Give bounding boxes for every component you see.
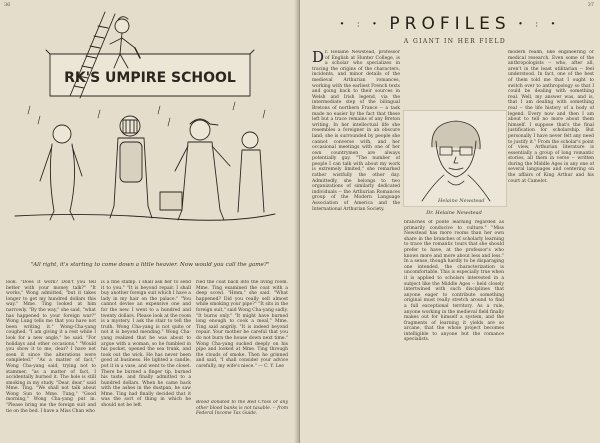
left-footnote <box>196 400 288 440</box>
portrait-caption: Dr. Helaine Newstead <box>426 210 482 216</box>
left-column-2 <box>101 280 191 440</box>
right-column-1 <box>312 50 400 440</box>
cartoon-caption: "All right, it's starting to come down a little heavier. Now would you call the game?" <box>30 262 270 268</box>
left-column-3 <box>196 280 288 392</box>
cartoon-illustration <box>10 6 280 256</box>
right-column-3-text: modern realm, like engineering or medical research. Even some of the anthropologists -- who, after all, aren't in the least utilitarian -- feel understood. In fact, one of the best of them told me that I ought to switch over to anthropology so that I could be dealing with something real. Well, my answer was, and is, that I am dealing with something real -- the life history of a body of legend. Every now and then I am about to tell no more about them himself. I suppose that's the final justification for scholarship. But personally I have never felt any need to justify it." From the scholar's point of view, Arthurian literature is essentially a group of long romantic stories, all them in verse -- written during the Middle Ages in any one of several languages and centering on the affairs of King Arthur and his court at Camelot. <box>508 50 594 184</box>
drop-cap: D <box>312 50 325 66</box>
cartoon-sign-text: RK'S UMPIRE SCHOOL <box>64 70 236 86</box>
page-number-left: 36 <box>4 2 11 8</box>
left-column-3-text: ried the coat back into the living room. Mme. Ting examined the coat with a deep scowl. "Hmm," she said. "What happened? Did you really sell almost while smoking your pipe?" "It sits in the foreign suit," said Wong Cha-yang sadly. "It burns only." "It might have burned long enough to cook a meal," Mme. Ting said angrily. "It is indeed beyond repair. Your mother be careful that you do not burn the house down next time." Wong Cha-yang sucked deeply on his pipe and looked at Mme. Ting through the clouds of smoke. Then he grinned and said, "I shall consider your advice carefully, my wife's niece." — C. Y. Lee <box>196 280 288 369</box>
left-column-1 <box>6 280 96 440</box>
right-column-1-text: r. Helaine Newstead, professor of English at Hunter College, is a scholar who specializes in tracing the origins of the characters, incidents, and minor details of the medieval Arthurian romances, working with the earliest French texts and going back to their sources in Welsh and Irish legend, via the intermediate step of the bilingual Bretons of northern France -- a task made no easier by the fact that these left but a trace remains of any Breton writing. In her intellectual life she resembles a foreigner in an obscure land; she is surrounded by people she cannot converse with, and her occasional meetings with one of her own countrymen are always potentially gay. "The number of people I can talk with about my work is extremely limited," she remarked rather wistfully the other day. Admittedly, she belongs to two organizations of similarly dedicated individuals -- the Arthurian Romances group of the Modern Language Association of America and the International Arthurian Society. <box>312 50 400 212</box>
portrait-signature: Helaine Newstead <box>438 198 485 204</box>
section-title-text: PROFILES <box>389 14 511 34</box>
left-footnote-text: Blood donated to the Red Cross or any other blood banks is not taxable. -- from Federal Income Tax Guide. <box>196 400 288 417</box>
left-column-1-text: look. "Does it work? Don't you tell better with your money talk?" "It works," Wong admitted, "but it takes longer to get my hundred dollars this way." Mme. Ting looked at him narrowly. "By the way," she said, "what has happened to your foreign war?" Wong Lung tells me that you have not been writing it." Wong-Cha-yang coughed. "I am giving it a rest while I look for a new angle," he said. "For holidays and other occasions." "Would you show it to me, dear? I have not seen it since the alterations were completed." "As a matter of fact," Wong Cha-yang said, trying not to stammer, "as a matter of fact, I accidentally burned it. The hole is still smoking in my study. "Dear, dear," said Mme. Ting. "We shall not talk about Wong Sun to Mme. Tung," "Good morning," Wong Cha-yang put in. "Please bring me the foreign suit and tie on the bed. I have a Miss Chan who <box>6 280 96 414</box>
article-subtitle: A GIANT IN HER FIELD <box>403 38 507 45</box>
left-page <box>0 0 298 443</box>
right-column-3 <box>508 50 594 440</box>
left-column-2-text: is a fine stamp. I shall ask her to send it to you." "It is beyond repair. I shall buy another foreign suit which I have a lady in my hair on the palace." "You cannot devise an expensive one and for the new. I went to a hundred and twenty dollars. Please look at the room is a mystery. I ask the stair to tell the truth. Wong Cha-yang is not quite or not it is beyond mending." Wong Cha-yang realized that he was about to argue with a woman, so he fumbled in his pocket, opened the sea trunk, and took out the wick. He has never been good at business. He lighted a candle, put it in a vase, and went to the closet. There he burned a finger tip, burned his taste, and finally admitted to a hundred dollars. When he came back with the ashes in the dustpan, he saw Mme. Ting had finally decided that it was the sort of thing in which he should not be left. <box>101 280 191 409</box>
right-column-2 <box>404 220 504 440</box>
right-column-2-text: branches of polite learning regarded as primarily conducive to culture." "Miss Newstead has more rooms than her own share in the branches of scholarly learning to trace the romantic tours that she should prefer to have, at the professor's who knows more and more about less and less." In a sense, though hardly to be disparaging one intended, the characterization is uncomfortable. This is especially true when it is applied to scholars interested in a subject like the Middle Ages -- held closely intertwined with such disciplines that anyone eager to contribute something original must really stretch around to find a full exceptional territory. As a rule, anyone working in the medieval field finally makes out for himself a system, and the fragments of learning it yields are so arcane, that the whole project becomes intelligible to anyone but the romance specialists. <box>404 220 504 343</box>
page-number-right: 37 <box>587 2 594 8</box>
section-title: • : • PROFILES • : • <box>339 14 561 34</box>
author-portrait-sketch <box>403 110 507 207</box>
